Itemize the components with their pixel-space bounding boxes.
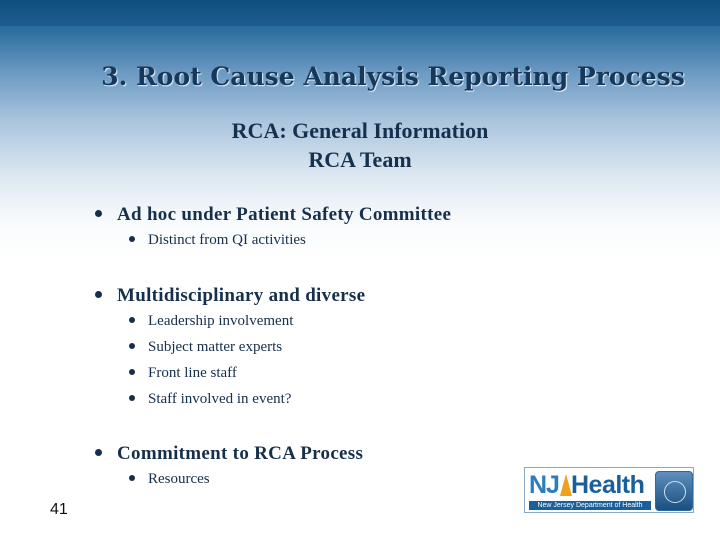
bullet-dot-icon <box>129 475 135 481</box>
slide-title: 3. Root Cause Analysis Reporting Process <box>101 62 685 91</box>
bullet-dot-icon <box>129 343 135 349</box>
bullet-dot-icon <box>129 317 135 323</box>
logo-health-text: Health <box>571 471 645 499</box>
slide-subtitle-team: RCA Team <box>308 147 412 172</box>
sub-bullet-text: Front line staff <box>148 365 237 381</box>
sub-bullet-text: Subject matter experts <box>148 339 283 355</box>
page-number: 41 <box>50 501 68 518</box>
bullet-dot-icon <box>129 395 135 401</box>
bullet-dot-icon <box>95 210 102 217</box>
bullet-dot-icon <box>129 369 135 375</box>
bullet-text: Commitment to RCA Process <box>117 443 364 464</box>
state-seal-icon <box>655 471 693 511</box>
sub-bullet-text: Staff involved in event? <box>148 391 292 407</box>
bullet-text: Ad hoc under Patient Safety Committee <box>117 204 452 225</box>
slide-subtitle: RCA: General Information <box>231 118 489 143</box>
nj-health-logo <box>524 467 694 513</box>
logo-department-text: New Jersey Department of Health <box>529 501 651 510</box>
sub-bullet-text: Resources <box>148 471 210 487</box>
sub-bullet-text: Leadership involvement <box>148 313 294 329</box>
bullet-dot-icon <box>129 236 135 242</box>
logo-nj-text: NJ <box>529 471 559 499</box>
header-band <box>0 0 720 26</box>
sub-bullet-text: Distinct from QI activities <box>148 232 306 248</box>
bullet-dot-icon <box>95 449 102 456</box>
bullet-text: Multidisciplinary and diverse <box>117 285 366 306</box>
bullet-dot-icon <box>95 291 102 298</box>
